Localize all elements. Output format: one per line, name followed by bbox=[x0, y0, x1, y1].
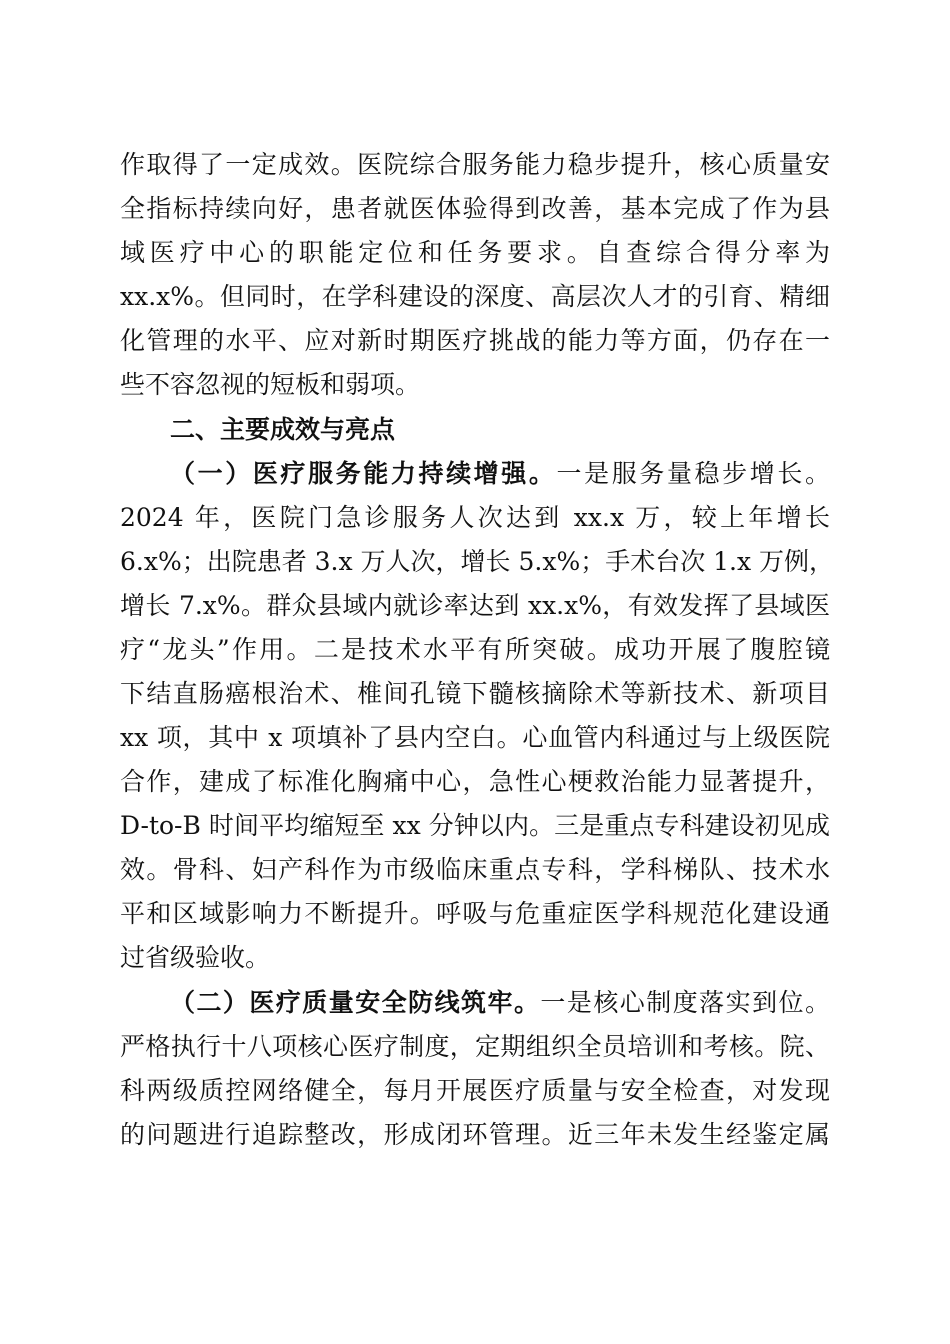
body-text-line: 合作，建成了标准化胸痛中心，急性心梗救治能力显著提升， bbox=[120, 767, 830, 796]
body-text-line: xx 项，其中 x 项填补了县内空白。心血管内科通过与上级医院 bbox=[120, 723, 830, 752]
body-text-line: 全指标持续向好，患者就医体验得到改善，基本完成了作为县 bbox=[120, 194, 830, 223]
body-text-line: 化管理的水平、应对新时期医疗挑战的能力等方面，仍存在一 bbox=[120, 326, 830, 355]
body-text-line: xx.x%。但同时，在学科建设的深度、高层次人才的引育、精细 bbox=[120, 282, 830, 311]
body-text-line: 科两级质控网络健全，每月开展医疗质量与安全检查，对发现 bbox=[120, 1076, 830, 1105]
body-text-line: 平和区域影响力不断提升。呼吸与危重症医学科规范化建设通 bbox=[120, 899, 830, 928]
body-text-line: 下结直肠癌根治术、椎间孔镜下髓核摘除术等新技术、新项目 bbox=[120, 679, 830, 708]
body-text-line: 过省级验收。 bbox=[120, 943, 271, 972]
body-text-line: 严格执行十八项核心医疗制度，定期组织全员培训和考核。院、 bbox=[120, 1032, 830, 1061]
subsection-lead-text: 一是服务量稳步增长。 bbox=[556, 459, 830, 488]
body-text-line: 域医疗中心的职能定位和任务要求。自查综合得分率为 bbox=[120, 238, 830, 267]
body-text-line: 作取得了一定成效。医院综合服务能力稳步提升，核心质量安 bbox=[120, 150, 830, 179]
body-text-line: 效。骨科、妇产科作为市级临床重点专科，学科梯队、技术水 bbox=[120, 855, 830, 884]
body-text-line: 的问题进行追踪整改，形成闭环管理。近三年未发生经鉴定属 bbox=[120, 1120, 830, 1149]
body-text-line: 6.x%；出院患者 3.x 万人次，增长 5.x%；手术台次 1.x 万例， bbox=[120, 547, 835, 576]
subsection-title: （二）医疗质量安全防线筑牢。 bbox=[170, 988, 541, 1017]
body-text-line: 些不容忽视的短板和弱项。 bbox=[120, 370, 421, 399]
subsection-title: （一）医疗服务能力持续增强。 bbox=[170, 459, 557, 488]
subsection-first-line bbox=[170, 983, 830, 1023]
subsection-lead-text: 一是核心制度落实到位。 bbox=[540, 988, 830, 1017]
subsection-first-line bbox=[170, 454, 830, 494]
body-text-line: 疗“龙头”作用。二是技术水平有所突破。成功开展了腹腔镜 bbox=[120, 635, 830, 664]
body-text-line: 2024 年，医院门急诊服务人次达到 xx.x 万，较上年增长 bbox=[120, 503, 830, 532]
body-text-line: D-to-B 时间平均缩短至 xx 分钟以内。三是重点专科建设初见成 bbox=[120, 811, 830, 840]
body-text-line: 增长 7.x%。群众县域内就诊率达到 xx.x%，有效发挥了县域医 bbox=[120, 591, 830, 620]
section-heading: 二、主要成效与亮点 bbox=[170, 415, 396, 444]
